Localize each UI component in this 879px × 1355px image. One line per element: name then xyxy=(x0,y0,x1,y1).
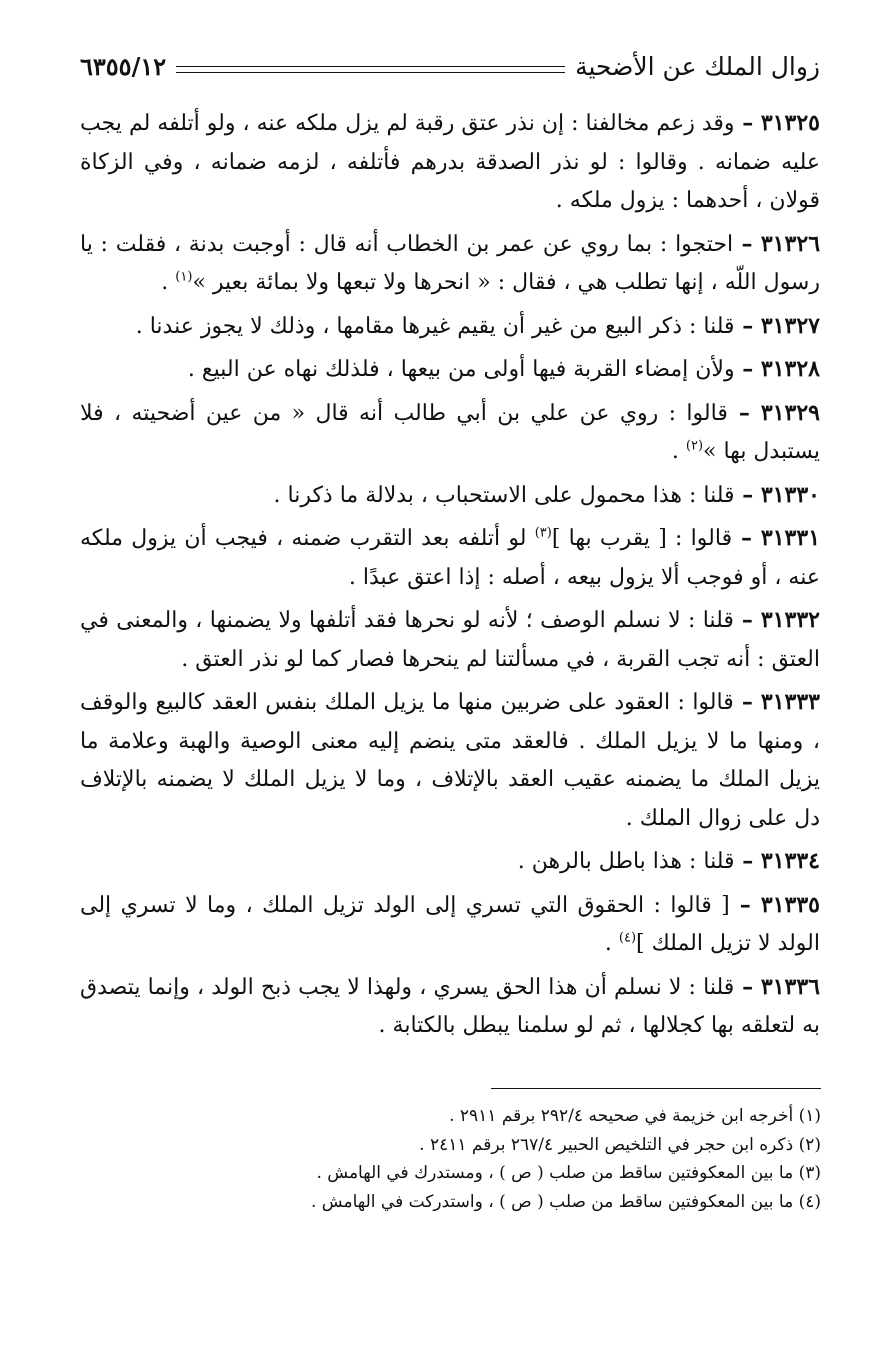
footnotes xyxy=(221,1102,821,1216)
paragraph-text: قالوا : [ يقرب بها ] xyxy=(551,526,733,551)
paragraph-number: ٣١٣٣٤ xyxy=(760,848,820,874)
paragraph-text: قلنا : لا نسلم الوصف ؛ لأنه لو نحرها فقد أتلفها ولا يضمنها ، والمعنى في العتق : أنه تجب القربة ، في مسألتنا لم ينحرها فصار كما لو نذر العتق . xyxy=(80,608,820,672)
paragraph xyxy=(80,307,820,347)
paragraph xyxy=(80,394,820,472)
paragraph-number: ٣١٣٣٠ xyxy=(760,481,820,508)
paragraph-text: قلنا : لا نسلم أن هذا الحق يسري ، ولهذا لا يجب ذبح الولد ، وإنما يتصدق به لتعلقه بها كجلالها ، ثم لو سلمنا يبطل بالكتابة . xyxy=(80,974,820,1038)
paragraph-number: ٣١٣٢٧ xyxy=(760,312,820,339)
footnote-divider xyxy=(491,1088,821,1089)
paragraph xyxy=(80,476,820,516)
paragraph-dash: – xyxy=(734,973,761,1000)
page-number: ٦٣٥٥/١٢ xyxy=(80,51,167,81)
paragraph-number: ٣١٣٢٦ xyxy=(760,230,821,257)
paragraph-text: ولأن إمضاء القربة فيها أولى من بيعها ، فلذلك نهاه عن البيع . xyxy=(187,357,735,382)
paragraph-text: قلنا : ذكر البيع من غير أن يقيم غيرها مقامها ، وذلك لا يجوز عندنا . xyxy=(135,313,735,339)
running-header xyxy=(80,46,820,86)
paragraph xyxy=(80,104,820,221)
paragraph-tail: . xyxy=(671,439,686,464)
paragraph-dash: – xyxy=(734,356,761,382)
paragraph xyxy=(80,886,820,964)
paragraph-text: [ قالوا : الحقوق التي تسري إلى الولد تزيل الملك ، وما لا تسري إلى الولد لا تزيل الملك ] xyxy=(80,892,820,956)
paragraph xyxy=(80,225,820,303)
paragraph-dash: – xyxy=(727,399,761,426)
paragraph-dash: – xyxy=(733,607,761,633)
paragraph-tail: . xyxy=(604,931,619,956)
paragraph-number: ٣١٣٣٣ xyxy=(760,689,820,715)
paragraph-number: ٣١٣٣١ xyxy=(760,525,821,551)
header-double-rule xyxy=(176,66,565,73)
paragraph-number: ٣١٣٢٥ xyxy=(760,110,820,136)
paragraph-text: قلنا : هذا باطل بالرهن . xyxy=(517,849,735,874)
paragraph-number: ٣١٣٢٨ xyxy=(760,356,820,382)
paragraph-dash: – xyxy=(729,891,761,918)
paragraph xyxy=(80,842,820,882)
paragraph-text: احتجوا : بما روي عن عمر بن الخطاب أنه قال : أوجبت بدنة ، فقلت : يا رسول اللّه ، إنها تطلب هي ، فقال : « انحرها ولا تبعها ولا بمائة بعير » xyxy=(80,231,820,295)
footnote: (٣) ما بين المعكوفتين ساقط من صلب ( ص ) ، ومستدرك في الهامش . xyxy=(316,1163,821,1183)
paragraph xyxy=(80,519,820,597)
paragraph-dash: – xyxy=(734,110,761,136)
footnote-ref[interactable]: (٤) xyxy=(618,930,637,946)
footnote: (١) أخرجه ابن خزيمة في صحيحه ٢٩٢/٤ برقم ٢٩١١ . xyxy=(449,1106,821,1126)
footnote: (٤) ما بين المعكوفتين ساقط من صلب ( ص ) ، واستدركت في الهامش . xyxy=(310,1191,821,1212)
paragraph-dash: – xyxy=(734,312,761,339)
paragraph-text: قلنا : هذا محمول على الاستحباب ، بدلالة ما ذكرنا . xyxy=(273,482,735,508)
header-title: زوال الملك عن الأضحية xyxy=(575,51,820,81)
paragraph-dash: – xyxy=(734,481,761,508)
paragraph-number: ٣١٣٣٦ xyxy=(760,973,820,1000)
paragraph-text: قالوا : العقود على ضربين منها ما يزيل الملك بنفس العقد كالبيع والوقف ، ومنها ما لا يزيل الملك . فالعقد متى ينضم إليه معنى الوصية والهبة وعلامة ما يزيل الملك ما يضمنه عقيب العقد بالإتلاف ، وما لا يزيل الملك لا يضمنه بالإتلاف دل على زوال الملك . xyxy=(80,690,820,831)
paragraph xyxy=(80,683,820,838)
paragraph-number: ٣١٣٢٩ xyxy=(760,399,820,426)
paragraph-number: ٣١٣٣٥ xyxy=(760,891,820,918)
footnote-ref[interactable]: (٣) xyxy=(534,525,552,541)
paragraph-text: وقد زعم مخالفنا : إن نذر عتق رقبة لم يزل ملكه عنه ، ولو أتلفه لم يجب عليه ضمانه . وقالوا : لو نذر الصدقة بدرهم فأتلفه ، لزمه ضمانه ، وفي الزكاة قولان ، أحدهما : يزول ملكه . xyxy=(80,111,820,213)
paragraph-tail: لو أتلفه بعد التقرب ضمنه ، فيجب أن يزول ملكه عنه ، أو فوجب ألا يزول بيعه ، أصله : إذا اعتق عبدًا . xyxy=(80,526,820,590)
paragraph-tail: . xyxy=(161,270,176,295)
paragraph-text: قالوا : روي عن علي بن أبي طالب أنه قال « من عين أضحيته ، فلا يستبدل بها » xyxy=(80,400,820,464)
paragraph-dash: – xyxy=(733,230,761,257)
paragraph-dash: – xyxy=(734,848,761,874)
footnote-ref[interactable]: (٢) xyxy=(685,438,704,454)
footnote: (٢) ذكره ابن حجر في التلخيص الحبير ٢٦٧/٤ برقم ٢٤١١ . xyxy=(419,1134,821,1155)
paragraph-dash: – xyxy=(732,525,761,551)
paragraph-dash: – xyxy=(733,689,761,715)
footnote-ref[interactable]: (١) xyxy=(175,269,193,285)
main-text xyxy=(80,104,820,1050)
paragraph xyxy=(80,350,820,390)
paragraph xyxy=(80,601,820,679)
paragraph xyxy=(80,968,820,1046)
paragraph-number: ٣١٣٣٢ xyxy=(760,607,820,633)
